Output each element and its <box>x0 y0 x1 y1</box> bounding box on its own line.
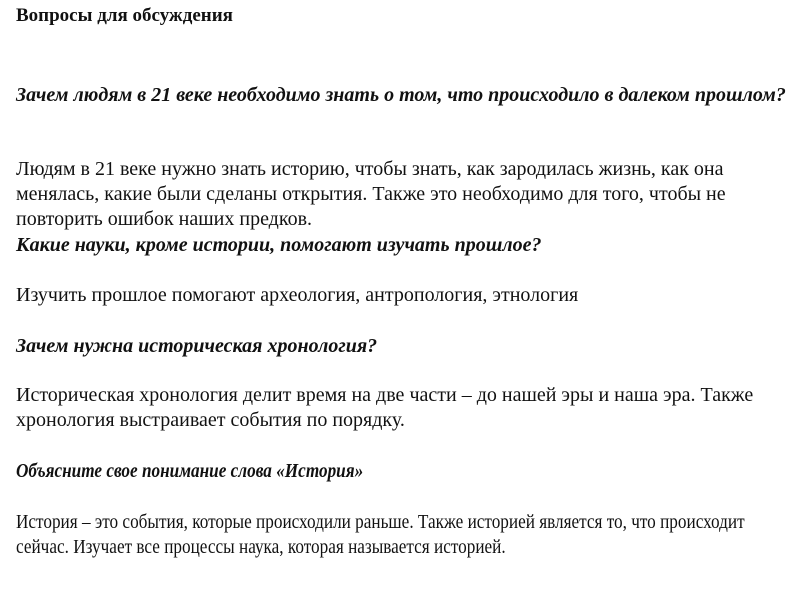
question-1: Зачем людям в 21 веке необходимо знать о том, что происходило в далеком прошлом? <box>16 84 786 106</box>
question-4: Объясните свое понимание слова «История» <box>16 460 364 482</box>
document-title: Вопросы для обсуждения <box>16 5 233 26</box>
answer-3: Историческая хронология делит время на две части – до нашей эры и наша эра. Также хронология выстраивает события по порядку. <box>16 384 754 431</box>
answer-1: Людям в 21 веке нужно знать историю, чтобы знать, как зародилась жизнь, как она менялась, какие были сделаны открытия. Также это необходимо для того, чтобы не повторить ошибок наших предков. <box>16 158 726 230</box>
question-2: Какие науки, кроме истории, помогают изучать прошлое? <box>16 234 542 256</box>
question-3: Зачем нужна историческая хронология? <box>16 335 378 357</box>
answer-4: История – это события, которые происходили раньше. Также историей является то, что происходит сейчас. Изучает все процессы наука, которая называется историей. <box>16 511 745 558</box>
answer-2: Изучить прошлое помогают археология, антропология, этнология <box>16 284 579 306</box>
